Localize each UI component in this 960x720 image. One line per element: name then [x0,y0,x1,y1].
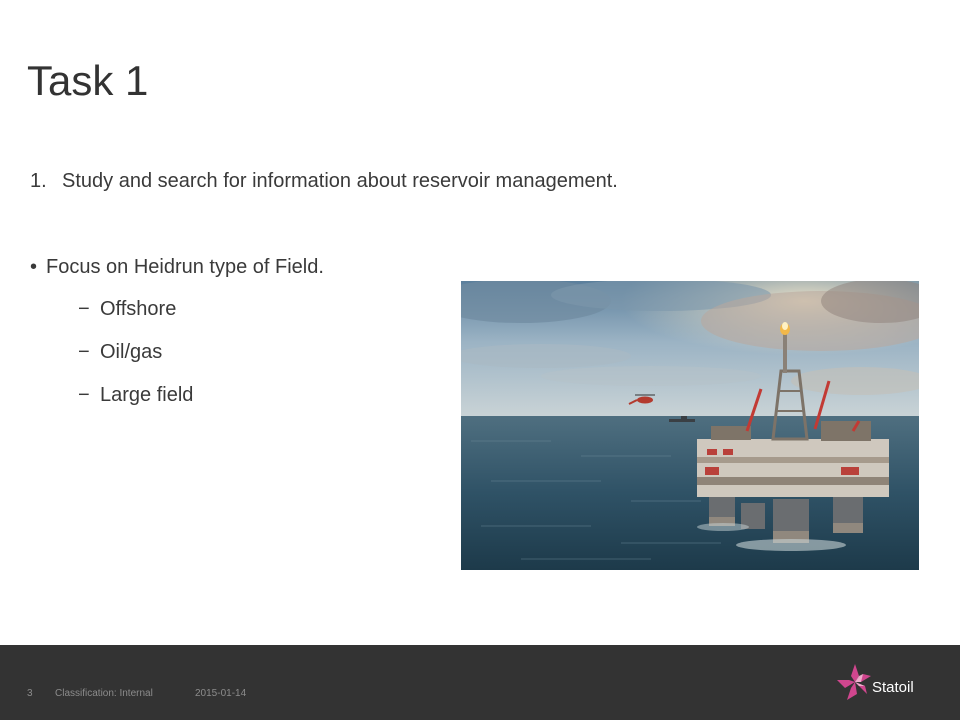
item-number: 1. [30,170,47,192]
offshore-platform-photo [461,281,919,570]
footer-meta [27,688,246,699]
sub-bullet-text: Offshore [100,298,177,320]
item-text: Study and search for information about reservoir management. [62,170,618,192]
sub-bullet-list [78,298,193,427]
bullet-item [30,256,324,279]
numbered-item [30,170,618,193]
sub-bullet-item [78,298,193,341]
sub-bullet-text: Oil/gas [100,341,163,363]
page-number: 3 [27,688,33,699]
dash-marker: − [78,341,90,363]
logo-wordmark: Statoil [872,679,914,696]
bullet-text: Focus on Heidrun type of Field. [46,256,324,278]
footer-date: 2015-01-14 [195,688,247,699]
slide-title: Task 1 [27,57,149,104]
sub-bullet-item [78,384,193,427]
dash-marker: − [78,384,90,406]
classification-label: Classification: Internal [55,688,153,699]
dash-marker: − [78,298,90,320]
bullet-marker: • [30,256,38,278]
footer-bar [0,645,960,720]
sub-bullet-item [78,341,193,384]
sub-bullet-text: Large field [100,384,194,406]
